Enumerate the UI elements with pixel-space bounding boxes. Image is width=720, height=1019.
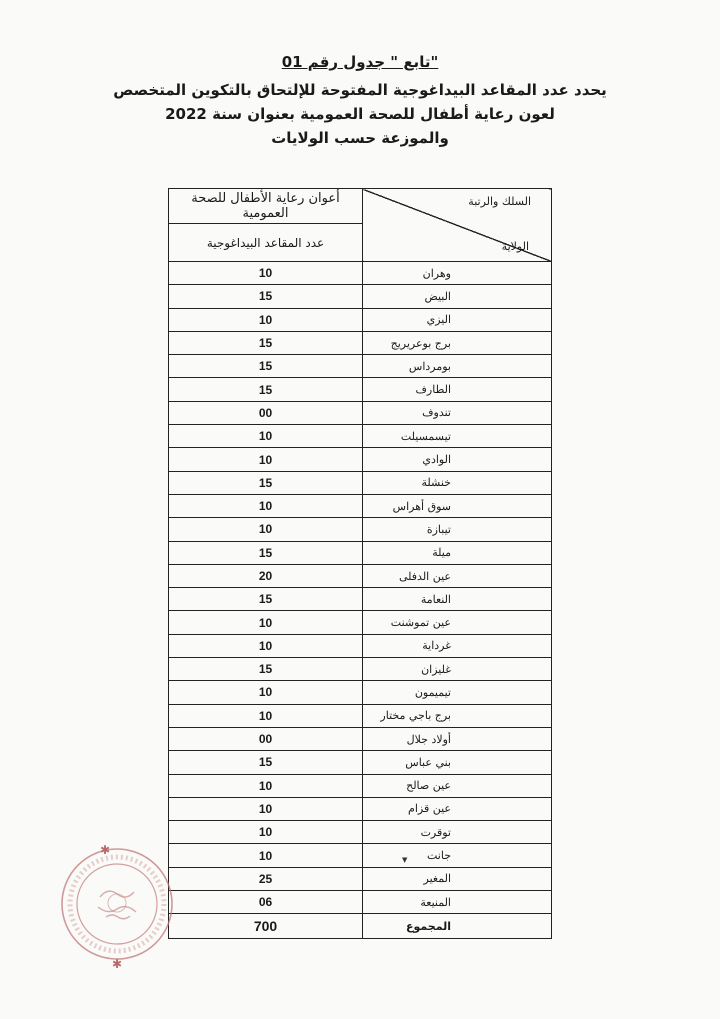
seats-cell: 10 bbox=[169, 262, 363, 285]
wilaya-cell: بني عباس bbox=[363, 751, 552, 774]
seats-cell: 10 bbox=[169, 774, 363, 797]
table-row bbox=[169, 891, 552, 914]
corner-wilaya-label: الولاية bbox=[501, 240, 529, 253]
table-row bbox=[169, 797, 552, 820]
total-value: 700 bbox=[169, 914, 363, 939]
wilaya-cell: عين الدفلى bbox=[363, 564, 552, 587]
table-row bbox=[169, 681, 552, 704]
seats-cell: 10 bbox=[169, 448, 363, 471]
table-row bbox=[169, 401, 552, 424]
table-row bbox=[169, 425, 552, 448]
table-row bbox=[169, 541, 552, 564]
seats-cell: 15 bbox=[169, 471, 363, 494]
wilaya-cell: برج باجي مختار bbox=[363, 704, 552, 727]
table-row bbox=[169, 471, 552, 494]
total-label: المجموع bbox=[363, 914, 552, 939]
wilaya-cell: خنشلة bbox=[363, 471, 552, 494]
wilaya-cell: وهران bbox=[363, 262, 552, 285]
wilaya-cell: عين قزام bbox=[363, 797, 552, 820]
table-row bbox=[169, 867, 552, 890]
seats-cell: 10 bbox=[169, 308, 363, 331]
seats-table bbox=[168, 188, 552, 939]
document-title-line-2: لعون رعاية أطفال للصحة العمومية بعنوان سنة 2022 bbox=[165, 105, 555, 123]
seal-star-icon: ✱ bbox=[100, 843, 111, 857]
wilaya-cell: البيض bbox=[363, 285, 552, 308]
wilaya-cell: اليزي bbox=[363, 308, 552, 331]
seats-cell: 15 bbox=[169, 285, 363, 308]
wilaya-cell: عين تموشنت bbox=[363, 611, 552, 634]
table-row bbox=[169, 751, 552, 774]
wilaya-cell: تيميمون bbox=[363, 681, 552, 704]
seats-cell: 10 bbox=[169, 681, 363, 704]
table-row bbox=[169, 355, 552, 378]
seats-column-header: عدد المقاعد البيداغوجية bbox=[169, 224, 363, 262]
wilaya-cell: النعامة bbox=[363, 588, 552, 611]
corner-rank-label: السلك والرتبة bbox=[468, 195, 531, 208]
table-row bbox=[169, 448, 552, 471]
wilaya-cell: غرداية bbox=[363, 634, 552, 657]
seats-cell: 10 bbox=[169, 634, 363, 657]
table-corner-header bbox=[363, 189, 552, 262]
wilaya-cell: سوق أهراس bbox=[363, 494, 552, 517]
table-row bbox=[169, 494, 552, 517]
table-row bbox=[169, 378, 552, 401]
table-row bbox=[169, 704, 552, 727]
document-title-line-1: يحدد عدد المقاعد البيداغوجية المفتوحة للإلتحاق بالتكوين المتخصص bbox=[113, 81, 607, 99]
wilaya-cell: عين صالح bbox=[363, 774, 552, 797]
wilaya-cell: جانت bbox=[363, 844, 552, 867]
seats-cell: 10 bbox=[169, 797, 363, 820]
wilaya-cell: الطارف bbox=[363, 378, 552, 401]
seats-cell: 15 bbox=[169, 658, 363, 681]
seats-cell: 15 bbox=[169, 355, 363, 378]
seal-star-icon: ✱ bbox=[112, 957, 123, 971]
seats-cell: 10 bbox=[169, 518, 363, 541]
table-row bbox=[169, 821, 552, 844]
table-row bbox=[169, 588, 552, 611]
table-row bbox=[169, 331, 552, 354]
table-row bbox=[169, 727, 552, 750]
seats-cell: 10 bbox=[169, 844, 363, 867]
table-row bbox=[169, 262, 552, 285]
document-header bbox=[60, 50, 660, 150]
seats-cell: 10 bbox=[169, 821, 363, 844]
total-row bbox=[169, 914, 552, 939]
wilaya-cell: بومرداس bbox=[363, 355, 552, 378]
seats-cell: 10 bbox=[169, 425, 363, 448]
seats-cell: 10 bbox=[169, 704, 363, 727]
seats-cell: 20 bbox=[169, 564, 363, 587]
table-row bbox=[169, 308, 552, 331]
seats-cell: 06 bbox=[169, 891, 363, 914]
seats-cell: 15 bbox=[169, 378, 363, 401]
wilaya-cell: برج بوعريريج bbox=[363, 331, 552, 354]
group-column-header: أعوان رعاية الأطفال للصحة العمومية bbox=[169, 189, 363, 224]
wilaya-cell: توقرت bbox=[363, 821, 552, 844]
wilaya-cell: الوادي bbox=[363, 448, 552, 471]
document-title-line-3: والموزعة حسب الولايات bbox=[271, 129, 449, 147]
seats-cell: 15 bbox=[169, 331, 363, 354]
table-row bbox=[169, 844, 552, 867]
wilaya-cell: المغير bbox=[363, 867, 552, 890]
wilaya-cell: تيبازة bbox=[363, 518, 552, 541]
seats-cell: 00 bbox=[169, 727, 363, 750]
seats-cell: 10 bbox=[169, 494, 363, 517]
wilaya-cell: تيسمسيلت bbox=[363, 425, 552, 448]
wilaya-cell: تندوف bbox=[363, 401, 552, 424]
table-row bbox=[169, 611, 552, 634]
wilaya-cell: أولاد جلال bbox=[363, 727, 552, 750]
table-row bbox=[169, 564, 552, 587]
wilaya-cell: ميلة bbox=[363, 541, 552, 564]
table-number-title: "تابع " جدول رقم 01 bbox=[281, 53, 439, 71]
table-row bbox=[169, 285, 552, 308]
seats-cell: 15 bbox=[169, 751, 363, 774]
seats-cell: 15 bbox=[169, 541, 363, 564]
table-row bbox=[169, 774, 552, 797]
seats-cell: 25 bbox=[169, 867, 363, 890]
wilaya-cell: المنيعة bbox=[363, 891, 552, 914]
table-body bbox=[169, 262, 552, 914]
wilaya-cell: غليزان bbox=[363, 658, 552, 681]
table-row bbox=[169, 634, 552, 657]
seats-cell: 00 bbox=[169, 401, 363, 424]
table-row bbox=[169, 658, 552, 681]
official-seal-icon bbox=[58, 845, 176, 963]
seats-cell: 10 bbox=[169, 611, 363, 634]
seats-cell: 15 bbox=[169, 588, 363, 611]
table-row bbox=[169, 518, 552, 541]
ink-mark-icon: ▼ bbox=[402, 856, 408, 864]
